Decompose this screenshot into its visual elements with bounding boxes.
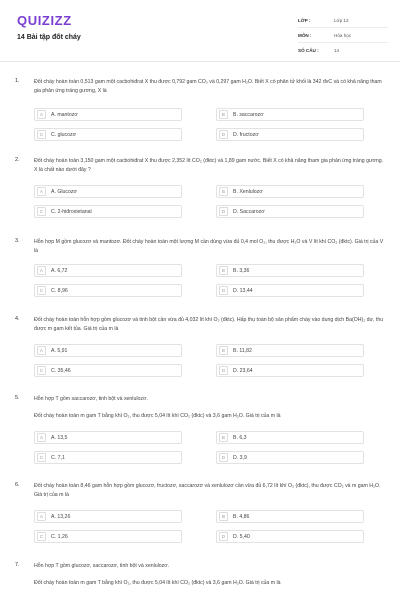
page-header [0, 0, 400, 62]
option-text: B. saccarozơ [233, 111, 264, 118]
option-text: A. mantozơ [51, 111, 78, 118]
option-letter: D [219, 532, 228, 541]
option-letter: D [219, 286, 228, 295]
answer-option-a[interactable] [34, 344, 182, 357]
option-letter: D [219, 366, 228, 375]
option-letter: A [37, 110, 46, 119]
answer-option-a[interactable] [34, 431, 182, 444]
option-text: D. 3,9 [233, 454, 247, 461]
question-text: Đốt cháy hoàn toàn 3,150 gam một cacbohiđrat X thu được 2,352 lít CO₂ (đktc) và 1,89 gam nước. Biết X có khả năng tham gia phản ứng tráng gương. X là chất nào dưới đây ? [34, 158, 384, 173]
option-letter: C [37, 207, 46, 216]
answer-option-d[interactable] [216, 284, 364, 297]
answer-option-d[interactable] [216, 451, 364, 464]
meta-row-subject [298, 28, 388, 43]
option-letter: D [219, 207, 228, 216]
question-number: 4. [15, 316, 20, 322]
option-text: A. Glucozơ [51, 188, 77, 195]
question-text: Hỗn hợp T gồm glucozơ, saccarozơ, tinh bột và xenlulozơ. [34, 563, 170, 569]
option-text: A. 13,26 [51, 513, 71, 520]
question-text: Đốt cháy hoàn toàn 8,46 gam hỗn hợp gồm glucozơ, fructozơ, saccarozơ và xenlulozơ cần vừa đủ 6,72 lít khí O₂ (đktc), thu được CO₂ và m gam H₂O. Giá trị của m là [34, 483, 381, 498]
meta-label: MÔN : [298, 32, 312, 38]
option-text: D. 23,64 [233, 367, 253, 374]
question-subtext: Đốt cháy hoàn toàn m gam T bằng khí O₂, thu được 5,04 lít khí CO₂ (đktc) và 3,6 gam H₂O. Giá trị của m là [34, 580, 281, 586]
answer-option-d[interactable] [216, 128, 364, 141]
option-text: B. Xenlulozơ [233, 188, 263, 195]
option-text: D. 13,44 [233, 287, 253, 294]
meta-row-grade [298, 13, 388, 28]
option-letter: B [219, 110, 228, 119]
option-letter: A [37, 187, 46, 196]
question-text: Đốt cháy hoàn toàn 0,513 gam một cacbohiđrat X thu được 0,792 gam CO₂ và 0,297 gam H₂O. Biết X có phân tử khối là 342 đvC và có khả năng tham gia phản ứng tráng gương, X là [34, 79, 382, 94]
option-letter: C [37, 130, 46, 139]
answer-option-b[interactable] [216, 344, 364, 357]
option-text: A. 6,72 [51, 267, 68, 274]
option-text: A. 13,5 [51, 434, 68, 441]
meta-value: Hóa học [334, 32, 352, 38]
option-text: D. 5,40 [233, 533, 250, 540]
answer-option-c[interactable] [34, 205, 182, 218]
quizizz-logo: QUIZIZZ [17, 13, 72, 28]
option-text: C. 8,96 [51, 287, 68, 294]
option-text: C. 35,46 [51, 367, 71, 374]
option-letter: B [219, 433, 228, 442]
option-text: C. 2-hiđroxietanal [51, 208, 92, 215]
option-text: D. Saccarozơ [233, 208, 265, 215]
question-number: 3. [15, 238, 20, 244]
question-number: 7. [15, 562, 20, 568]
answer-option-b[interactable] [216, 431, 364, 444]
option-letter: A [37, 512, 46, 521]
worksheet-title: 14 Bài tập đốt cháy [17, 34, 81, 41]
answer-option-b[interactable] [216, 264, 364, 277]
option-text: B. 3,36 [233, 267, 250, 274]
question-number: 5. [15, 395, 20, 401]
option-letter: C [37, 532, 46, 541]
option-text: B. 4,86 [233, 513, 250, 520]
answer-option-b[interactable] [216, 510, 364, 523]
option-letter: B [219, 346, 228, 355]
option-letter: A [37, 266, 46, 275]
option-letter: B [219, 266, 228, 275]
answer-option-d[interactable] [216, 530, 364, 543]
answer-option-a[interactable] [34, 108, 182, 121]
question-number: 6. [15, 482, 20, 488]
answer-option-a[interactable] [34, 510, 182, 523]
answer-option-c[interactable] [34, 284, 182, 297]
meta-label: LỚP : [298, 17, 311, 23]
answer-option-b[interactable] [216, 108, 364, 121]
answer-option-d[interactable] [216, 205, 364, 218]
option-letter: B [219, 187, 228, 196]
option-text: C. 7,1 [51, 454, 65, 461]
meta-row-question-count [298, 43, 388, 58]
option-letter: A [37, 346, 46, 355]
answer-option-c[interactable] [34, 128, 182, 141]
answer-option-c[interactable] [34, 364, 182, 377]
question-number: 1. [15, 78, 20, 84]
option-text: C. glucozơ [51, 131, 77, 138]
option-letter: B [219, 512, 228, 521]
answer-option-c[interactable] [34, 530, 182, 543]
option-text: A. 5,91 [51, 347, 68, 354]
option-letter: D [219, 130, 228, 139]
option-letter: A [37, 433, 46, 442]
answer-option-a[interactable] [34, 264, 182, 277]
answer-option-c[interactable] [34, 451, 182, 464]
answer-option-d[interactable] [216, 364, 364, 377]
option-text: D. fructozơ [233, 131, 259, 138]
option-text: B. 6,3 [233, 434, 247, 441]
meta-label: SỐ CÂU : [298, 48, 319, 53]
question-text: Đốt cháy hoàn toàn hỗn hợp gồm glucozơ và tinh bột cần vừa đủ 4,032 lít khí O₂ (đktc). Hấp thụ toàn bộ sản phẩm cháy vào dung dịch Ba(OH)₂ dư, thu được m gam kết tủa. Giá trị của m là [34, 317, 384, 332]
option-letter: C [37, 453, 46, 462]
answer-option-a[interactable] [34, 185, 182, 198]
worksheet-meta [298, 13, 388, 58]
meta-value: 14 [334, 48, 340, 53]
meta-value: Lớp 12 [334, 17, 349, 23]
question-text: Hỗn hợp T gồm saccarozơ, tinh bột và xenlulozơ. [34, 396, 148, 402]
option-letter: D [219, 453, 228, 462]
question-number: 2. [15, 157, 20, 163]
answer-option-b[interactable] [216, 185, 364, 198]
option-text: B. 11,82 [233, 347, 252, 354]
question-text: Hỗn hợp M gồm glucozơ và mantozơ. Đốt cháy hoàn toàn một lượng M cần dùng vừa đủ 0,4 mol O₂, thu được H₂O và V lít khí CO₂ (đktc). Giá trị của V là [34, 239, 384, 254]
option-text: C. 1,26 [51, 533, 68, 540]
option-letter: C [37, 366, 46, 375]
question-subtext: Đốt cháy hoàn toàn m gam T bằng khí O₂, thu được 5,04 lít khí CO₂ (đktc) và 3,6 gam H₂O. Giá trị của m là [34, 413, 281, 419]
option-letter: C [37, 286, 46, 295]
